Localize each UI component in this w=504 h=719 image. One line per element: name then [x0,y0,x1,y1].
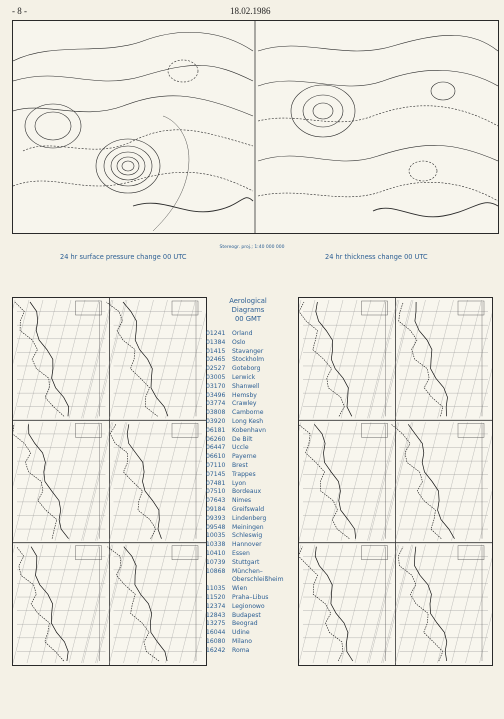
station-name: Oberschleißheim [232,576,284,584]
station-name: Stockholm [232,356,265,364]
station-item [206,488,298,497]
sounding-panel-right [298,297,493,666]
weather-maps-svg [13,21,498,233]
station-item [206,374,298,383]
station-code: 06447 [206,444,226,452]
legend-title-line1: Aerological [229,297,267,305]
station-name: Milano [232,637,252,645]
station-item [206,612,298,621]
station-item [206,356,298,365]
sounding-diagram [368,300,493,418]
station-name: De Bilt [232,435,253,443]
station-code: 06610 [206,453,226,461]
projection-note: Stereogr. proj.; 1:40 000 000 [219,245,285,250]
station-name: Meiningen [232,523,264,531]
station-name: Shanwell [232,382,260,390]
thickness-change-map [258,35,498,217]
station-code: 03170 [206,382,226,390]
station-name: Lerwick [232,373,256,381]
station-code: 16044 [206,629,226,637]
sounding-diagrams-left [13,298,206,665]
station-name: Uccle [232,444,249,452]
station-code: 10338 [206,541,226,549]
station-item [206,348,298,357]
station-code: 07510 [206,488,226,496]
station-code: 03808 [206,409,226,417]
station-legend [206,297,298,655]
station-item [206,427,298,436]
station-item [206,400,298,409]
station-item [206,524,298,533]
station-name: Lindenberg [232,514,267,522]
legend-title-line2: Diagrams [231,306,265,314]
station-code: 09393 [206,514,226,522]
station-item [206,339,298,348]
station-name: Lyon [232,479,247,487]
station-item [206,383,298,392]
station-code: 06181 [206,426,226,434]
station-code: 10739 [206,558,226,566]
page-number: - 8 - [12,6,27,16]
station-code: 07110 [206,461,226,469]
station-item [206,409,298,418]
pressure-change-map [13,32,253,231]
station-code: 07643 [206,497,226,505]
station-name: Payerne [232,453,257,461]
station-code: 01415 [206,347,226,355]
station-item [206,541,298,550]
station-code: 06260 [206,435,226,443]
station-name: Udine [232,629,250,637]
station-name: Stuttgart [232,558,260,566]
station-item [206,330,298,339]
station-name: Camborne [232,409,264,417]
station-code: 09184 [206,505,226,513]
station-item [206,471,298,480]
station-item [206,418,298,427]
sounding-diagram [368,545,493,663]
station-name: Stavanger [232,347,264,355]
station-name: Brest [232,461,248,469]
sounding-diagram [82,545,207,663]
station-name: Kobenhavn [232,426,266,434]
station-code: 16242 [206,646,226,654]
page-header [0,6,504,20]
left-map-caption: 24 hr surface pressure change 00 UTC [60,253,187,261]
station-item [206,515,298,524]
station-code: 01241 [206,330,226,337]
right-map-caption: 24 hr thickness change 00 UTC [325,253,428,261]
station-code: 11035 [206,585,226,593]
station-name: Wien [232,585,248,593]
station-name: Greifswald [232,505,265,513]
station-code: 10868 [206,567,226,575]
station-item [206,594,298,603]
station-item [206,568,298,577]
station-item [206,647,298,656]
sounding-diagram [82,300,207,418]
station-item [206,480,298,489]
station-item [206,436,298,445]
station-code: 16080 [206,637,226,645]
station-item [206,603,298,612]
station-code: 02465 [206,356,226,364]
station-name: Trappes [232,470,256,478]
station-code: 10035 [206,532,226,540]
station-code: 12843 [206,611,226,619]
sounding-diagram [368,422,493,540]
station-item [206,559,298,568]
station-name: Bordeaux [232,488,262,496]
station-name: Schleswig [232,532,263,540]
station-name: Orland [232,330,253,337]
station-item [206,576,298,585]
sounding-diagrams-right [299,298,492,665]
station-code: 13275 [206,620,226,628]
station-item [206,638,298,647]
station-name: Praha–Libus [232,593,269,601]
station-code: 09548 [206,523,226,531]
legend-title-line3: 00 GMT [234,315,262,323]
station-item [206,506,298,515]
station-name: Long Kesh [232,417,264,425]
station-name: Goteborg [232,365,261,373]
station-name: Hannover [232,541,262,549]
weather-maps-panel [12,20,499,234]
station-name: Budapest [232,611,261,619]
station-item [206,629,298,638]
station-name: Nimes [232,497,252,505]
station-code: 11520 [206,593,226,601]
station-code: 07481 [206,479,226,487]
station-item [206,532,298,541]
station-item [206,620,298,629]
station-name: Crawley [232,400,257,408]
station-list [206,330,298,655]
station-code: 01384 [206,338,226,346]
station-item [206,392,298,401]
station-item [206,550,298,559]
sounding-panel-left [12,297,207,666]
station-code: 03774 [206,400,226,408]
station-name: Hemsby [232,391,257,399]
station-code: 12374 [206,602,226,610]
bulletin-date: 18.02.1986 [230,6,271,16]
station-code: 10410 [206,549,226,557]
station-item [206,497,298,506]
station-name: München– [232,567,263,575]
station-item [206,585,298,594]
station-item [206,444,298,453]
station-item [206,462,298,471]
station-code: 03496 [206,391,226,399]
station-name: Beograd [232,620,258,628]
station-code: 03005 [206,373,226,381]
station-item [206,365,298,374]
station-name: Legionowo [232,602,265,610]
sounding-diagram [82,422,207,540]
station-name: Oslo [232,338,246,346]
station-code: 03920 [206,417,226,425]
station-code: 02527 [206,365,226,373]
station-item [206,453,298,462]
station-name: Roma [232,646,250,654]
station-code [206,576,232,585]
station-name: Essen [232,549,250,557]
station-code: 07145 [206,470,226,478]
